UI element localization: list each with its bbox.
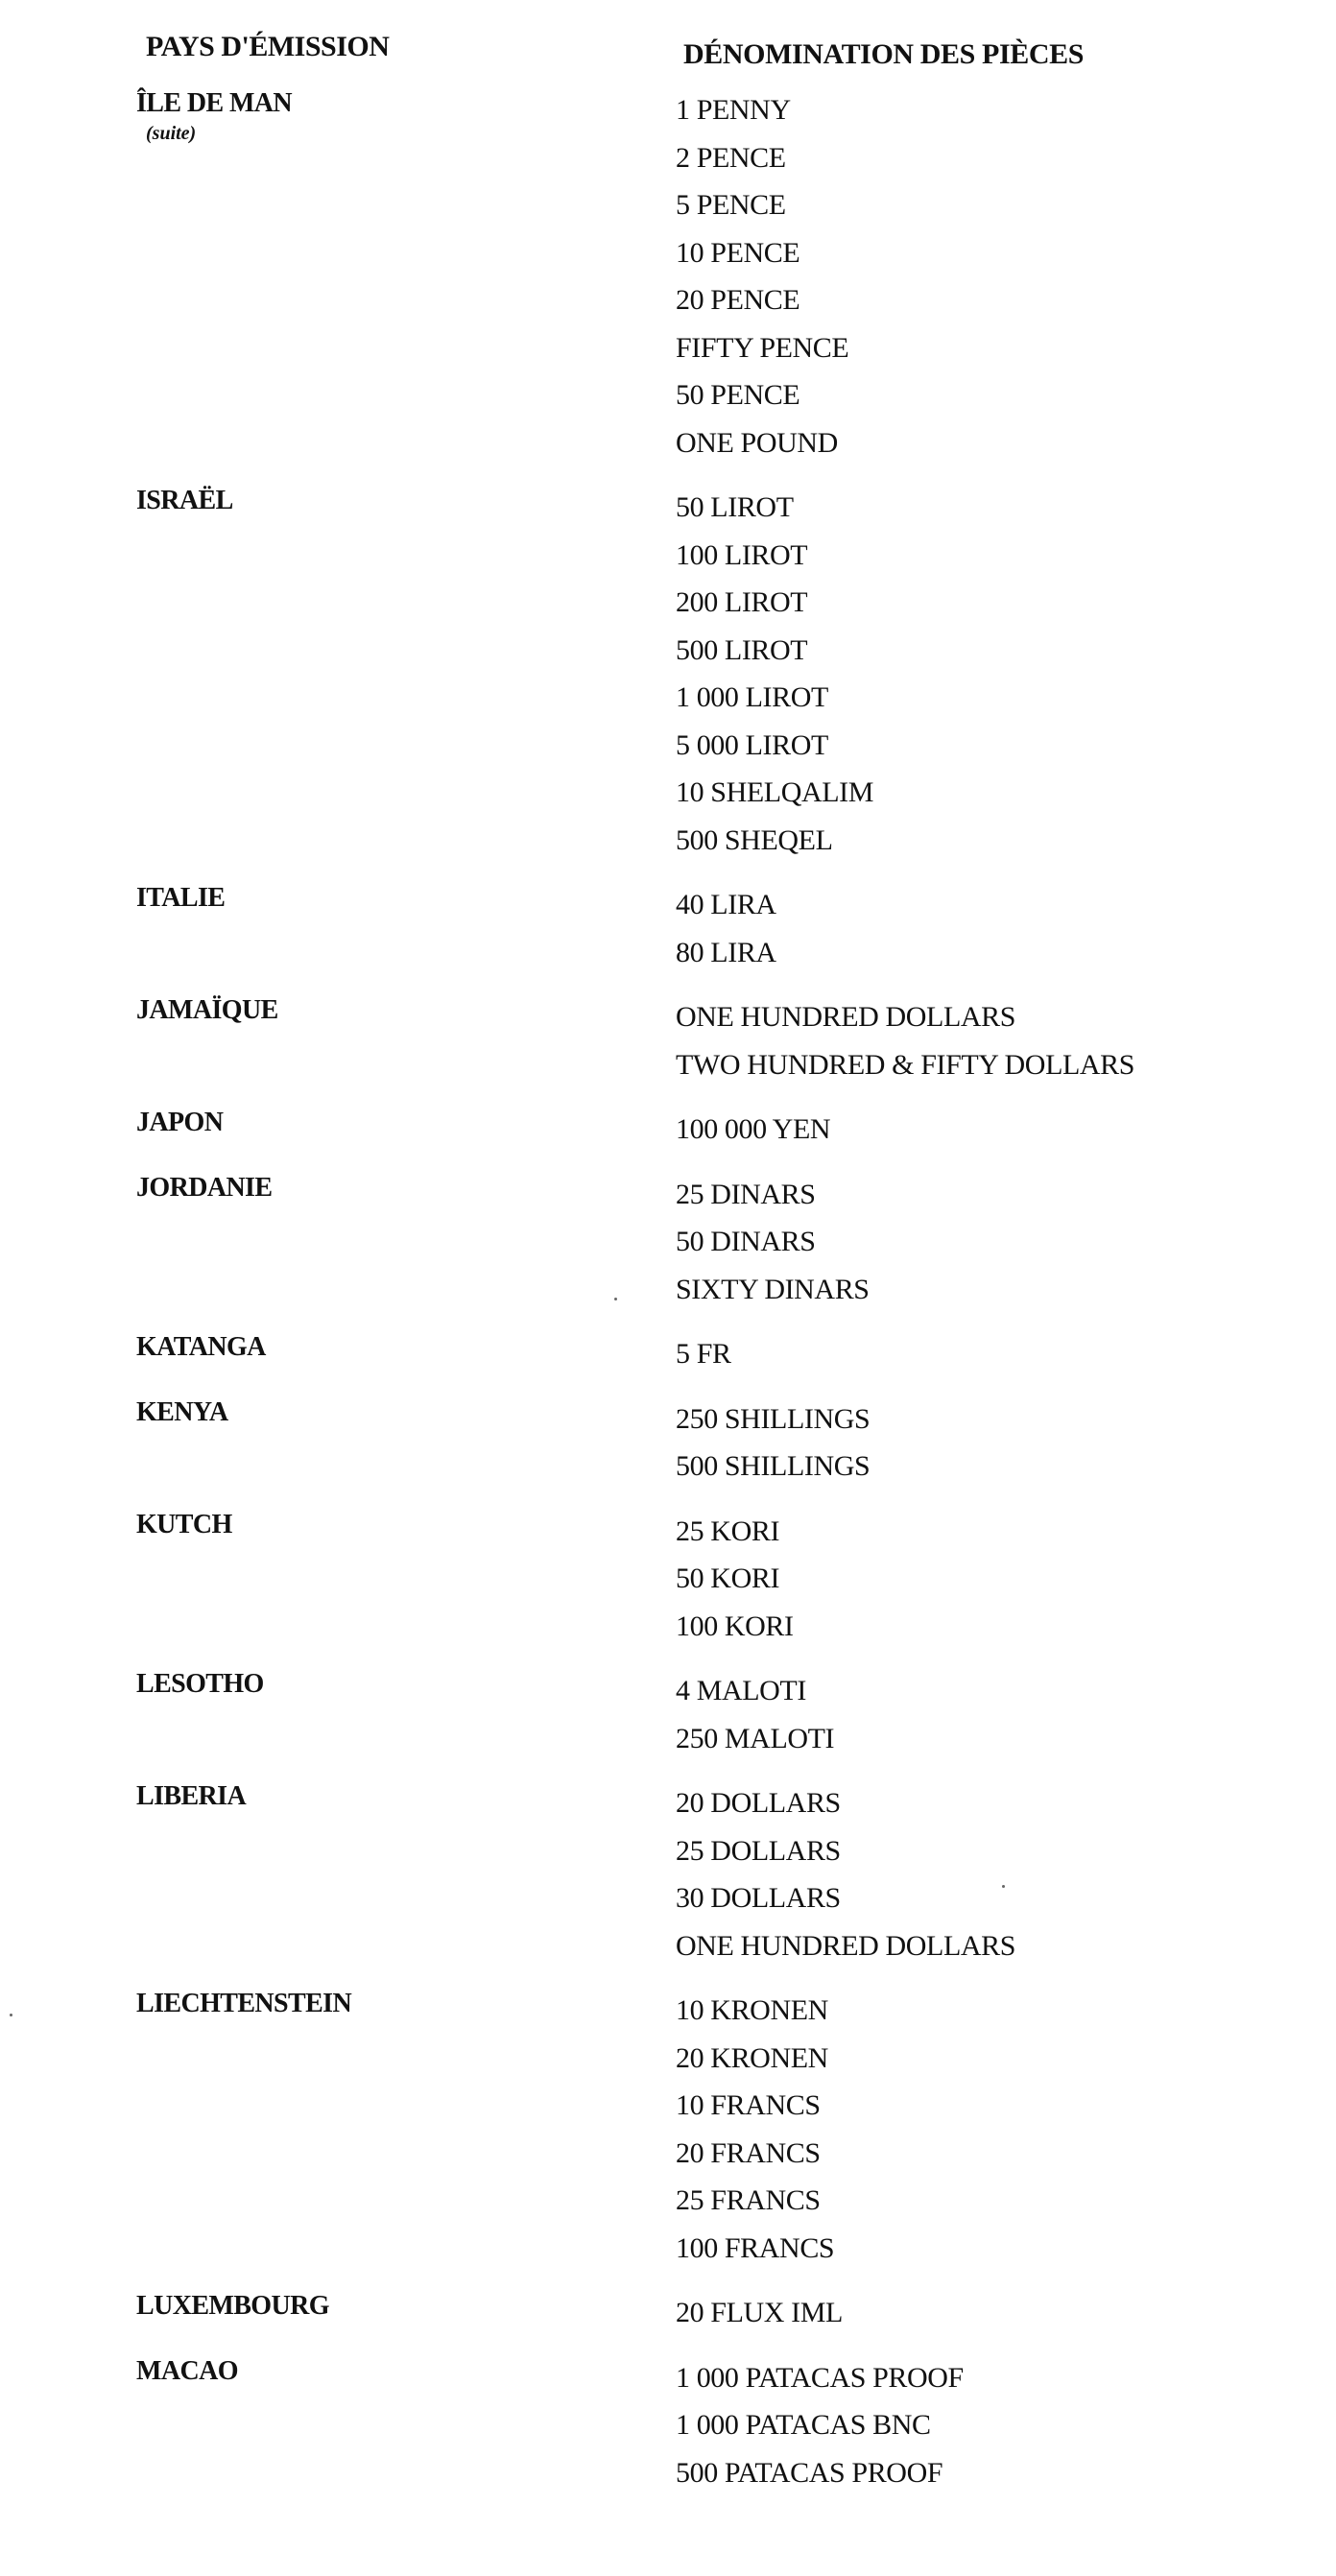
denomination-item: 50 LIROT: [676, 491, 794, 523]
denomination-list: [676, 1508, 1271, 1651]
denomination-item: 1 000 PATACAS PROOF: [676, 2361, 964, 2394]
denomination-list: [676, 2289, 1271, 2337]
denomination-item: 20 KRONEN: [676, 2041, 828, 2074]
table-header: [0, 31, 1336, 75]
denomination-list: [676, 1330, 1271, 1378]
denomination-item: 100 LIROT: [676, 538, 808, 571]
denomination-list: [676, 2354, 1271, 2497]
country-group: [0, 1667, 1336, 1762]
country-group: [0, 484, 1336, 864]
denomination-item: 5 000 LIROT: [676, 728, 828, 761]
denomination-item: 25 DINARS: [676, 1178, 816, 1210]
denomination-item: 200 LIROT: [676, 586, 808, 618]
country-group: [0, 1779, 1336, 1969]
country-group: [0, 2289, 1336, 2337]
denomination-item: 10 FRANCS: [676, 2089, 821, 2121]
country-name: JAPON: [136, 1108, 224, 1137]
denomination-list: [676, 993, 1271, 1088]
denomination-list: [676, 881, 1271, 976]
denomination-item: 500 SHEQEL: [676, 823, 833, 856]
denomination-item: 1 000 PATACAS BNC: [676, 2409, 931, 2441]
denomination-item: 50 DINARS: [676, 1226, 816, 1257]
denomination-item: FIFTY PENCE: [676, 331, 849, 364]
country-name: JAMAÏQUE: [136, 995, 278, 1025]
country-group: [0, 86, 1336, 466]
country-group: [0, 993, 1336, 1088]
denomination-list: [676, 484, 1271, 864]
denomination-list: [676, 1106, 1271, 1154]
denomination-item: 50 PENCE: [676, 379, 800, 411]
denomination-list: [676, 1667, 1271, 1762]
country-group: [0, 1330, 1336, 1378]
country-name: LUXEMBOURG: [136, 2291, 329, 2321]
denomination-item: 2 PENCE: [676, 141, 786, 174]
denomination-item: 20 FLUX IML: [676, 2297, 843, 2328]
denomination-item: 4 MALOTI: [676, 1675, 806, 1706]
country-name: LIECHTENSTEIN: [136, 1989, 352, 2018]
denomination-item: 500 SHILLINGS: [676, 1450, 871, 1482]
denomination-item: 1 PENNY: [676, 94, 791, 126]
country-name: ISRAËL: [136, 486, 233, 515]
denomination-item: 25 FRANCS: [676, 2184, 821, 2216]
denomination-item: 5 FR: [676, 1338, 731, 1370]
denomination-item: 10 SHELQALIM: [676, 776, 874, 808]
country-group: [0, 1987, 1336, 2272]
denomination-item: 20 FRANCS: [676, 2136, 821, 2169]
country-name: LESOTHO: [136, 1669, 264, 1699]
denomination-item: 250 MALOTI: [676, 1722, 835, 1754]
denomination-item: TWO HUNDRED & FIFTY DOLLARS: [676, 1048, 1135, 1081]
country-column-header: PAYS D'ÉMISSION: [146, 31, 390, 62]
scan-speck: [10, 2014, 12, 2016]
scan-speck: [1002, 1885, 1005, 1888]
denomination-list: [676, 1395, 1271, 1491]
country-name: ITALIE: [136, 883, 226, 913]
denomination-item: 25 KORI: [676, 1515, 780, 1547]
country-group: [0, 2354, 1336, 2497]
denomination-item: 10 PENCE: [676, 236, 800, 269]
coin-table: [0, 86, 1336, 2514]
country-group: [0, 881, 1336, 976]
denomination-item: 20 DOLLARS: [676, 1787, 841, 1819]
denomination-item: 30 DOLLARS: [676, 1882, 841, 1914]
denomination-item: 5 PENCE: [676, 189, 786, 221]
denomination-item: 500 LIROT: [676, 633, 808, 666]
denomination-list: [676, 1171, 1271, 1314]
country-name: ÎLE DE MAN: [136, 88, 293, 118]
denomination-item: ONE HUNDRED DOLLARS: [676, 1001, 1016, 1033]
country-name: KENYA: [136, 1396, 228, 1427]
country-name: LIBERIA: [136, 1781, 247, 1811]
country-name: KUTCH: [136, 1509, 232, 1539]
denomination-list: [676, 1987, 1271, 2272]
country-group: [0, 1395, 1336, 1491]
country-group: [0, 1508, 1336, 1651]
denomination-item: 25 DOLLARS: [676, 1834, 841, 1867]
country-name: MACAO: [136, 2355, 238, 2386]
denomination-item: ONE POUND: [676, 426, 838, 459]
denomination-item: SIXTY DINARS: [676, 1273, 870, 1305]
denomination-item: 250 SHILLINGS: [676, 1402, 871, 1435]
denomination-list: [676, 1779, 1271, 1969]
scan-speck: [614, 1298, 617, 1300]
denomination-item: 500 PATACAS PROOF: [676, 2456, 943, 2489]
denomination-item: 10 KRONEN: [676, 1994, 828, 2026]
denomination-item: ONE HUNDRED DOLLARS: [676, 1929, 1016, 1962]
country-note: (suite): [146, 123, 197, 144]
denomination-item: 1 000 LIROT: [676, 681, 828, 713]
denomination-item: 100 FRANCS: [676, 2231, 835, 2264]
country-name: JORDANIE: [136, 1172, 273, 1203]
denomination-item: 50 KORI: [676, 1562, 780, 1594]
denomination-item: 40 LIRA: [676, 889, 776, 920]
denomination-item: 20 PENCE: [676, 284, 800, 316]
denomination-item: 100 KORI: [676, 1610, 794, 1642]
denomination-item: 80 LIRA: [676, 936, 776, 968]
denomination-item: 100 000 YEN: [676, 1113, 831, 1145]
denomination-list: [676, 86, 1271, 466]
denomination-column-header: DÉNOMINATION DES PIÈCES: [683, 38, 1084, 70]
country-name: KATANGA: [136, 1332, 266, 1362]
country-group: [0, 1171, 1336, 1314]
country-group: [0, 1106, 1336, 1154]
